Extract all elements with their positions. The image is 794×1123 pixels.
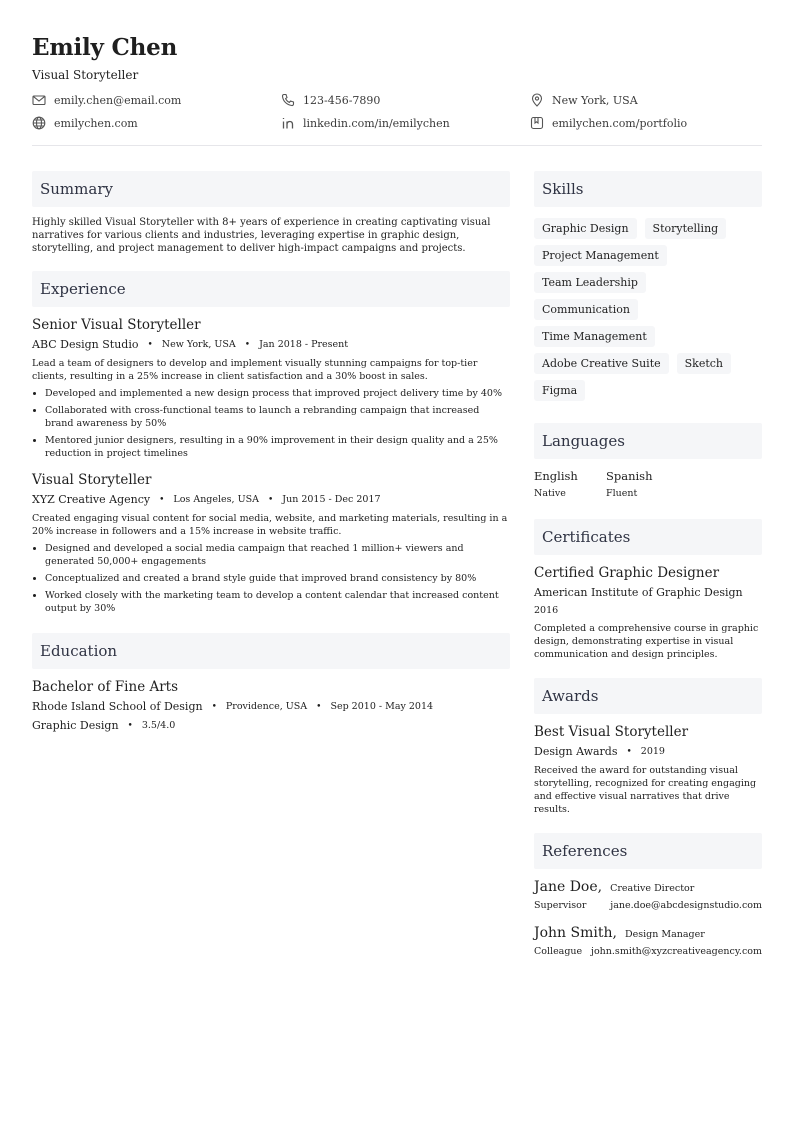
- education-heading: Education: [32, 633, 510, 669]
- resume-columns: [32, 171, 762, 957]
- contact-linkedin[interactable]: [281, 115, 530, 131]
- language-name: Spanish: [606, 469, 653, 483]
- language-name: English: [534, 469, 578, 483]
- separator-dot: •: [211, 702, 217, 712]
- reference-name: John Smith,: [534, 925, 617, 941]
- skill-chip: Graphic Design: [534, 218, 637, 239]
- reference-details: [534, 900, 762, 911]
- contact-phone-text: 123-456-7890: [303, 93, 381, 107]
- contact-email[interactable]: [32, 92, 281, 108]
- award-description: Received the award for outstanding visual storytelling, recognized for creating engaging and effective visual narratives that drive results.: [534, 765, 757, 815]
- award-meta: [534, 745, 762, 759]
- job-meta: [32, 338, 510, 352]
- reference-email[interactable]: john.smith@xyzcreativeagency.com: [591, 946, 762, 957]
- awards-heading: Awards: [534, 678, 762, 714]
- reference-entry: [534, 879, 762, 911]
- job-dates: Jan 2018 - Present: [259, 339, 349, 350]
- job-description: Lead a team of designers to develop and implement visually stunning campaigns for top-tier clients, resulting in a 25% increase in client satisfaction and a 30% boost in sales.: [32, 358, 478, 382]
- skill-chip: Time Management: [534, 326, 655, 347]
- education-dates: Sep 2010 - May 2014: [330, 701, 434, 712]
- reference-header: [534, 925, 762, 941]
- skill-chip: Figma: [534, 380, 585, 401]
- skills-list: [534, 218, 762, 407]
- job-title: Visual Storyteller: [32, 472, 152, 488]
- skill-chip: Communication: [534, 299, 638, 320]
- job-entry: [32, 317, 510, 460]
- reference-details: [534, 946, 762, 957]
- reference-name: Jane Doe,: [534, 879, 603, 895]
- resume-page: [32, 30, 762, 957]
- separator-dot: •: [316, 702, 322, 712]
- skill-chip: Project Management: [534, 245, 667, 266]
- contact-portfolio[interactable]: [530, 115, 762, 131]
- language-item: [606, 469, 678, 500]
- separator-dot: •: [159, 495, 165, 505]
- mail-icon: [32, 93, 46, 107]
- award-year: 2019: [640, 746, 665, 757]
- education-school: Rhode Island School of Design: [32, 700, 203, 713]
- education-entry: [32, 679, 510, 733]
- right-column: [534, 171, 762, 957]
- job-location: Los Angeles, USA: [173, 494, 259, 505]
- certificate-year: 2016: [534, 605, 559, 616]
- bullet-item: • Worked closely with the marketing team to develop a content calendar that increased content output by 30%: [45, 589, 510, 615]
- job-entry: [32, 472, 510, 615]
- bullet-item: • Mentored junior designers, resulting in a 90% improvement in their design quality and a 25% reduction in project timelines: [45, 434, 510, 460]
- reference-email[interactable]: jane.doe@abcdesignstudio.com: [610, 900, 762, 911]
- award-title: Best Visual Storyteller: [534, 724, 689, 740]
- job-bullets: [32, 542, 510, 615]
- language-level: Native: [534, 488, 566, 499]
- job-meta: [32, 493, 510, 507]
- skill-chip: Team Leadership: [534, 272, 646, 293]
- bullet-item: • Developed and implemented a new design process that improved project delivery time by 40%: [45, 387, 510, 400]
- reference-entry: [534, 925, 762, 957]
- contact-phone[interactable]: [281, 92, 530, 108]
- job-description: Created engaging visual content for social media, website, and marketing materials, resulting in a 20% increase in followers and a 15% increase in website traffic.: [32, 513, 508, 537]
- candidate-name: Emily Chen: [32, 34, 178, 61]
- phone-icon: [281, 93, 295, 107]
- education-field: Graphic Design: [32, 719, 119, 732]
- contact-website-text: emilychen.com: [54, 116, 138, 130]
- job-company: ABC Design Studio: [32, 338, 139, 351]
- separator-dot: •: [267, 495, 274, 505]
- education-meta: [32, 700, 510, 714]
- languages-list: [534, 469, 762, 500]
- left-column: [32, 171, 510, 957]
- separator-dot: •: [626, 747, 632, 757]
- portfolio-icon: [530, 116, 544, 130]
- award-issuer: Design Awards: [534, 745, 618, 758]
- reference-header: [534, 879, 762, 895]
- job-dates: Jun 2015 - Dec 2017: [282, 494, 381, 505]
- skill-chip: Adobe Creative Suite: [534, 353, 669, 374]
- bullet-item: • Conceptualized and created a brand style guide that improved brand consistency by 80%: [45, 572, 510, 585]
- award-entry: [534, 724, 762, 816]
- education-gpa: 3.5/4.0: [141, 720, 176, 731]
- certificates-heading: Certificates: [534, 519, 762, 555]
- job-company: XYZ Creative Agency: [32, 493, 151, 506]
- references-heading: References: [534, 833, 762, 869]
- globe-icon: [32, 116, 46, 130]
- skill-chip: Storytelling: [645, 218, 727, 239]
- language-level: Fluent: [606, 488, 638, 499]
- job-title: Senior Visual Storyteller: [32, 317, 201, 333]
- certificate-title: Certified Graphic Designer: [534, 565, 720, 581]
- contact-location-text: New York, USA: [552, 93, 638, 107]
- languages-heading: Languages: [534, 423, 762, 459]
- summary-text: Highly skilled Visual Storyteller with 8+ years of experience in creating captivating visual narratives for various clients and industries, leveraging expertise in graphic design, storytelling, and project management to deliver high-impact campaigns and projects.: [32, 217, 491, 254]
- skills-heading: Skills: [534, 171, 762, 207]
- linkedin-icon: [281, 116, 295, 130]
- education-location: Providence, USA: [225, 701, 308, 712]
- candidate-role: Visual Storyteller: [32, 68, 139, 82]
- experience-heading: Experience: [32, 271, 510, 307]
- separator-dot: •: [244, 340, 251, 350]
- reference-position: Design Manager: [624, 929, 705, 940]
- header-divider: [32, 145, 762, 146]
- reference-relation: Supervisor: [534, 900, 587, 911]
- contact-email-text: emily.chen@email.com: [54, 93, 182, 107]
- job-bullets: [32, 387, 510, 460]
- language-item: [534, 469, 606, 500]
- bullet-item: • Designed and developed a social media campaign that reached 1 million+ viewers and generated 50,000+ engagements: [45, 542, 510, 568]
- education-field-row: [32, 719, 510, 733]
- certificate-issuer: American Institute of Graphic Design: [534, 586, 743, 599]
- skill-chip: Sketch: [677, 353, 731, 374]
- summary-heading: Summary: [32, 171, 510, 207]
- contact-portfolio-text: emilychen.com/portfolio: [552, 116, 688, 130]
- reference-position: Creative Director: [610, 883, 695, 894]
- job-location: New York, USA: [161, 339, 236, 350]
- location-icon: [530, 93, 544, 107]
- bullet-item: • Collaborated with cross-functional teams to launch a rebranding campaign that increased brand awareness by 50%: [45, 404, 510, 430]
- contact-website[interactable]: [32, 115, 281, 131]
- separator-dot: •: [127, 721, 133, 731]
- education-degree: Bachelor of Fine Arts: [32, 679, 179, 695]
- certificate-entry: [534, 565, 762, 661]
- reference-relation: Colleague: [534, 946, 583, 957]
- contact-grid: [32, 92, 762, 131]
- contact-location: [530, 92, 762, 108]
- certificate-description: Completed a comprehensive course in graphic design, demonstrating expertise in visual communication and design principles.: [534, 623, 759, 660]
- contact-linkedin-text: linkedin.com/in/emilychen: [303, 116, 450, 130]
- separator-dot: •: [147, 340, 153, 350]
